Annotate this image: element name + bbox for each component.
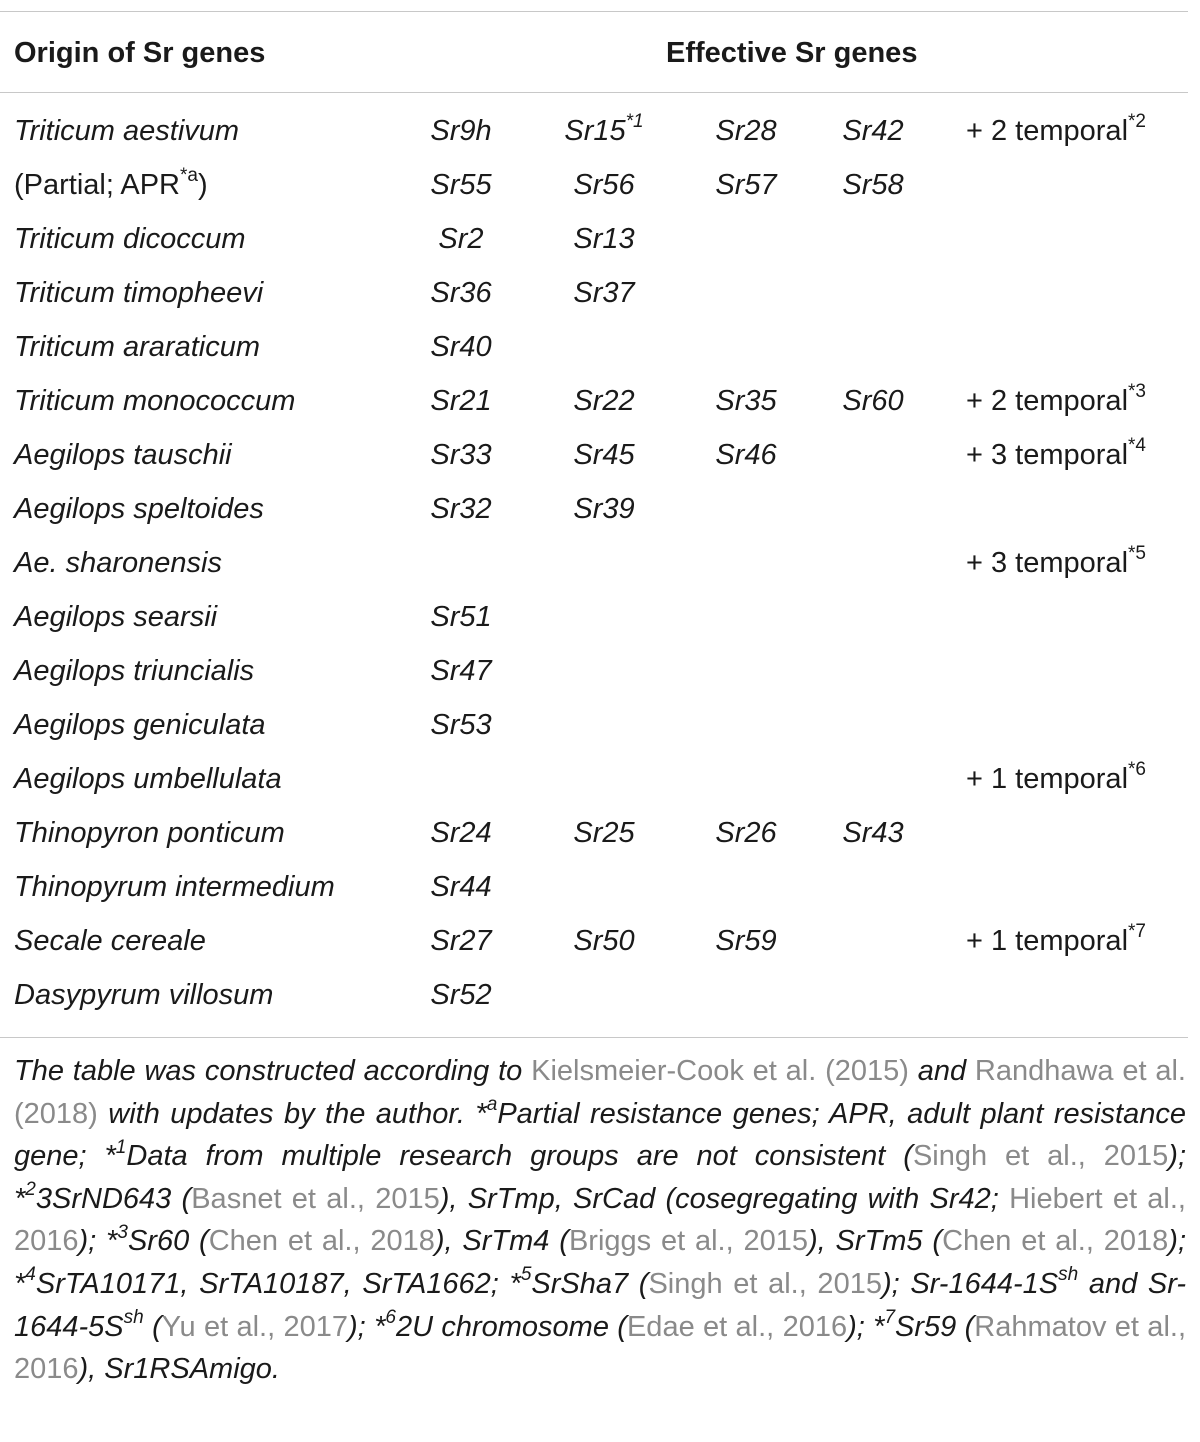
table-row [0, 654, 1200, 708]
footnote-reference: Chen et al., 2018 [208, 1225, 435, 1258]
gene-cell: Sr27 [430, 925, 492, 957]
footnote-text: ( [143, 1310, 162, 1343]
origin-cell: Thinopyron ponticum [14, 817, 285, 849]
gene-cell: Sr43 [842, 817, 904, 849]
gene-cell: Sr59 [715, 925, 777, 957]
gene-cell: Sr21 [430, 385, 492, 417]
footnote-text: and [908, 1055, 975, 1087]
footnote-sup: a [486, 1093, 498, 1115]
table-footnote [14, 1050, 1186, 1391]
origin-cell: Triticum monococcum [14, 385, 296, 417]
gene-cell: Sr52 [430, 979, 492, 1011]
footnote-text: ); * [78, 1225, 118, 1258]
gene-cell: Sr40 [430, 331, 492, 363]
footnote-text: ), SrTm4 ( [434, 1225, 569, 1258]
temporal-cell: + 2 temporal$^{*3}$ [966, 381, 1146, 417]
footnote-reference: Randhawa et al. (2018) [14, 1055, 1186, 1130]
footnote-text: ); * [14, 1225, 1186, 1300]
gene-cell: Sr39 [573, 493, 635, 525]
gene-cell: Sr46 [715, 439, 777, 471]
origin-sup: *a [180, 165, 198, 187]
table-row [0, 492, 1200, 546]
footnote-reference: Basnet et al., 2015 [191, 1182, 440, 1215]
table-row [0, 759, 1200, 816]
gene-cell: Sr9h [430, 115, 492, 147]
table-row [0, 600, 1200, 654]
gene-cell: Sr44 [430, 871, 492, 903]
table-header-rule [0, 92, 1188, 93]
gene-cell: Sr2 [438, 223, 484, 255]
temporal-cell: + 1 temporal$^{*7}$ [966, 921, 1146, 957]
footnote-text: with updates by the author. * [97, 1097, 487, 1130]
origin-cell: Thinopyrum intermedium [14, 871, 335, 903]
footnote-text: SrTA10171, SrTA10187, SrTA1662; * [35, 1267, 521, 1300]
footnote-sup: 1 [115, 1136, 127, 1158]
gene-cell: Sr15$^{*1}$ [564, 111, 644, 147]
temporal-sup: *6 [1128, 759, 1146, 781]
table-row [0, 543, 1200, 600]
footnote-sup: 6 [385, 1306, 396, 1328]
origin-cell: Aegilops searsii [14, 601, 218, 633]
footnote-reference: Edae et al., 2016 [626, 1310, 848, 1343]
footnote-reference: Briggs et al., 2015 [568, 1225, 809, 1258]
table-top-rule [0, 11, 1188, 12]
table-row [0, 111, 1200, 168]
temporal-sup: *3 [1128, 381, 1146, 403]
gene-cell: Sr50 [573, 925, 635, 957]
origin-cell: Triticum dicoccum [14, 223, 246, 255]
header-effective: Effective Sr genes [666, 37, 918, 69]
footnote-text: Partial resistance genes; APR, adult plant resistance gene; * [14, 1097, 1186, 1173]
origin-cell: Aegilops triuncialis [14, 655, 255, 687]
origin-cell: (Partial; APR$^{*a}$) [14, 165, 208, 201]
table-row [0, 330, 1200, 384]
footnote-sup: 3 [117, 1221, 128, 1243]
gene-cell: Sr36 [430, 277, 492, 309]
temporal-cell: + 1 temporal$^{*6}$ [966, 759, 1146, 795]
footnote-text: ); * [348, 1310, 386, 1343]
temporal-sup: *2 [1128, 111, 1146, 133]
table-row [0, 222, 1200, 276]
origin-cell: Aegilops speltoides [14, 493, 264, 525]
table-row [0, 921, 1200, 978]
footnote-text: and Sr-1644-5S [14, 1267, 1187, 1343]
footnote-text: The table was constructed according to [14, 1055, 532, 1087]
temporal-cell: + 2 temporal$^{*2}$ [966, 111, 1146, 147]
footnote-text: ), SrTmp, SrCad (cosegregating with Sr42; [439, 1182, 1010, 1215]
origin-cell: Aegilops tauschii [14, 439, 232, 471]
gene-cell: Sr47 [430, 655, 492, 687]
gene-cell: Sr42 [842, 115, 904, 147]
gene-cell: Sr37 [573, 277, 635, 309]
table-bottom-rule [0, 1037, 1188, 1038]
temporal-cell: + 3 temporal$^{*5}$ [966, 543, 1146, 579]
footnote-text: Data from multiple research groups are not consistent ( [126, 1140, 913, 1173]
gene-cell: Sr53 [430, 709, 492, 741]
footnote-reference: Hiebert et al., 2016 [14, 1182, 1186, 1258]
footnote-sup: 5 [520, 1264, 532, 1286]
gene-cell: Sr28 [715, 115, 777, 147]
footnote-sup: sh [123, 1306, 144, 1328]
origin-cell: Aegilops umbellulata [14, 763, 282, 795]
origin-cell: Dasypyrum villosum [14, 979, 274, 1011]
table-row [0, 276, 1200, 330]
gene-cell: Sr25 [573, 817, 635, 849]
table-row [0, 708, 1200, 762]
gene-cell: Sr22 [573, 385, 635, 417]
gene-sup: *1 [625, 111, 644, 133]
origin-cell: Triticum aestivum [14, 115, 240, 147]
gene-cell: Sr60 [842, 385, 904, 417]
footnote-sup: 4 [25, 1264, 36, 1286]
gene-cell: Sr57 [715, 169, 777, 201]
gene-cell: Sr33 [430, 439, 492, 471]
gene-cell: Sr35 [715, 385, 777, 417]
table-row [0, 435, 1200, 492]
origin-cell: Triticum araraticum [14, 331, 260, 363]
footnote-text: ), SrTm5 ( [808, 1225, 943, 1258]
gene-cell: Sr51 [430, 601, 492, 633]
footnote-reference: Rahmatov et al., 2016 [14, 1310, 1186, 1386]
origin-cell: Aegilops geniculata [14, 709, 266, 741]
table-row [0, 165, 1200, 222]
gene-cell: Sr56 [573, 169, 635, 201]
footnote-text: ), Sr1RSAmigo. [78, 1353, 280, 1386]
footnote-sup: sh [1058, 1264, 1079, 1286]
gene-cell: Sr13 [573, 223, 635, 255]
footnote-text: ); * [847, 1310, 885, 1343]
gene-cell: Sr45 [573, 439, 635, 471]
table-row [0, 381, 1200, 438]
footnote-sup: 7 [884, 1306, 896, 1328]
origin-cell: Secale cereale [14, 925, 206, 957]
gene-cell: Sr58 [842, 169, 904, 201]
footnote-text: Sr60 ( [127, 1225, 209, 1258]
temporal-cell: + 3 temporal$^{*4}$ [966, 435, 1146, 471]
footnote-text: 3SrND643 ( [35, 1182, 192, 1215]
footnote-text: 2U chromosome ( [395, 1310, 627, 1343]
table-row [0, 816, 1200, 870]
footnote-sup: 2 [25, 1179, 36, 1201]
table-row [0, 870, 1200, 924]
footnote-text: ); * [14, 1140, 1186, 1215]
origin-cell: Ae. sharonensis [14, 547, 222, 579]
footnote-reference: Singh et al., 2015 [912, 1140, 1169, 1173]
temporal-sup: *5 [1128, 543, 1146, 565]
footnote-text: SrSha7 ( [531, 1267, 649, 1300]
temporal-sup: *4 [1128, 435, 1146, 457]
temporal-sup: *7 [1128, 921, 1146, 943]
footnote-text: ); Sr-1644-1S [881, 1267, 1059, 1300]
footnote-reference: Singh et al., 2015 [648, 1267, 882, 1300]
footnote-reference: Yu et al., 2017 [161, 1310, 349, 1343]
origin-cell: Triticum timopheevi [14, 277, 264, 309]
footnote-reference: Kielsmeier-Cook et al. (2015) [531, 1055, 909, 1087]
gene-cell: Sr26 [715, 817, 777, 849]
header-origin: Origin of Sr genes [14, 37, 266, 69]
gene-cell: Sr32 [430, 493, 492, 525]
footnote-text: Sr59 ( [895, 1310, 975, 1343]
footnote-reference: Chen et al., 2018 [942, 1225, 1169, 1258]
gene-cell: Sr55 [430, 169, 492, 201]
gene-cell: Sr24 [430, 817, 492, 849]
table-row [0, 978, 1200, 1032]
